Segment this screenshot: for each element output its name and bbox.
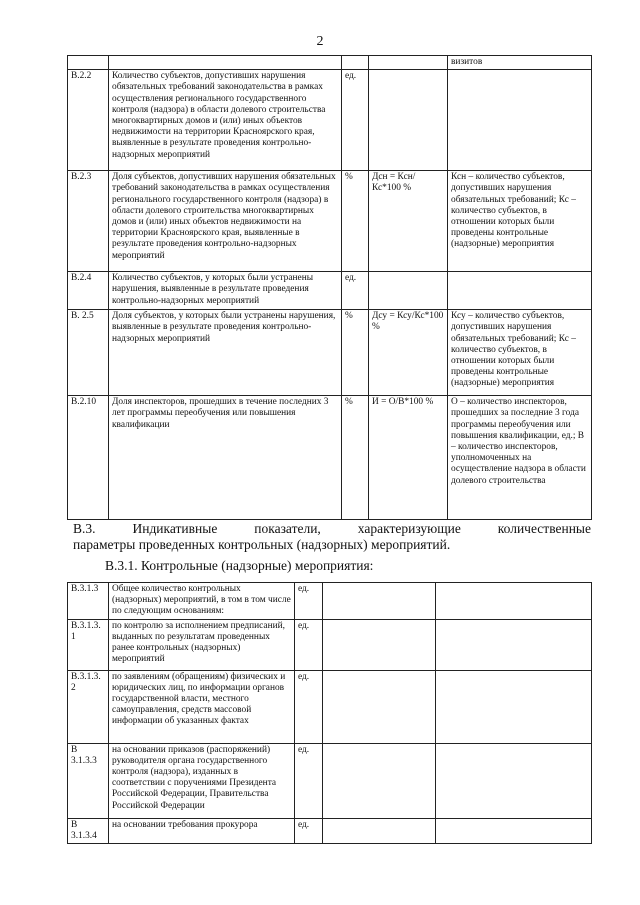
row-code: В 3.1.3.3 <box>68 743 109 818</box>
table-row <box>68 583 592 620</box>
row-unit: ед. <box>295 619 323 670</box>
row-unit: ед. <box>342 272 369 310</box>
row-name: по контролю за исполнением предписаний, выданных по результатам проведенных ранее контрольных (надзорных) мероприятий <box>109 619 295 670</box>
row-explanation: Ксн – количество субъектов, допустивших нарушения обязательных требований; Кс –количество субъектов, в отношении которых были проведены контрольные (надзорные) мероприятия <box>448 171 592 272</box>
row-name: Количество субъектов, допустивших нарушения обязательных требований законодательства в рамках осуществления регионального государственного контроля (надзора) в области долевого строительства многоквартирных домов и (или) иных объектов недвижимости на территории Красноярского края, выявленные в результате проведения контрольно-надзорных мероприятий <box>109 70 342 171</box>
row-name: по заявлениям (обращениям) физических и юридических лиц, по информации органов государственной власти, местного самоуправления, средств массовой информации об указанных фактах <box>109 670 295 743</box>
row-unit: ед. <box>295 583 323 620</box>
row-code: В.3.1.3.2 <box>68 670 109 743</box>
row-formula: Дсн = Ксн/Кс*100 % <box>369 171 448 272</box>
table-row <box>68 818 592 843</box>
row-name: Количество субъектов, у которых были устранены нарушения, выявленные в результате проведения контрольно-надзорных мероприятий <box>109 272 342 310</box>
row-unit: ед. <box>295 743 323 818</box>
table-row <box>68 743 592 818</box>
row-code: В 3.1.3.4 <box>68 818 109 843</box>
table-row <box>68 56 592 70</box>
table-cell <box>323 743 436 818</box>
row-code: В.2.10 <box>68 396 109 520</box>
row-explanation <box>448 70 592 171</box>
row-explanation: О – количество инспекторов, прошедших за последние 3 года программы переобучения или повышения квалификации, ед.; В – количество инспекторов, уполномоченных на осуществление надзора в области долевого строительства <box>448 396 592 520</box>
table-row <box>68 310 592 396</box>
table-row <box>68 272 592 310</box>
row-unit: % <box>342 310 369 396</box>
row-formula <box>369 70 448 171</box>
row-code: В. 2.5 <box>68 310 109 396</box>
section-b3-heading-cont: параметры проведенных контрольных (надзорных) мероприятий. <box>73 537 451 552</box>
table-row <box>68 670 592 743</box>
table-cell <box>369 56 448 70</box>
row-formula: И = О/В*100 % <box>369 396 448 520</box>
section-b3-heading: В.3. Индикативные показатели, характеризующие количественные <box>73 521 591 536</box>
table-cell <box>436 619 592 670</box>
table-cell <box>436 670 592 743</box>
table-row <box>68 619 592 670</box>
section-b31-heading: В.3.1. Контрольные (надзорные) мероприятия: <box>105 558 374 573</box>
row-name: Общее количество контрольных (надзорных) мероприятий, в том в том числе по следующим основаниям: <box>109 583 295 620</box>
row-code: В.3.1.3 <box>68 583 109 620</box>
table-cell <box>323 619 436 670</box>
table-cell <box>436 818 592 843</box>
table-cell <box>323 818 436 843</box>
row-name: Доля субъектов, допустивших нарушения обязательных требований законодательства в рамках осуществления регионального государственного контроля (надзора) в области долевого строительства многоквартирных домов и (или) иных объектов недвижимости на территории Красноярского края, выявленные в результате проведения контрольно-надзорных мероприятий <box>109 171 342 272</box>
row-name: на основании требования прокурора <box>109 818 295 843</box>
table-cell <box>436 743 592 818</box>
table-cell <box>436 583 592 620</box>
row-formula <box>369 272 448 310</box>
row-unit: % <box>342 396 369 520</box>
row-unit: ед. <box>295 670 323 743</box>
indicators-table-b2 <box>67 55 592 520</box>
row-code: В.3.1.3.1 <box>68 619 109 670</box>
row-unit: % <box>342 171 369 272</box>
row-formula: Дсу = Ксу/Кс*100 % <box>369 310 448 396</box>
row-unit: ед. <box>342 70 369 171</box>
row-code: В.2.2 <box>68 70 109 171</box>
table-cell <box>68 56 109 70</box>
indicators-table-b31 <box>67 582 592 844</box>
row-explanation <box>448 272 592 310</box>
table-cell <box>323 583 436 620</box>
row-explanation: Ксу – количество субъектов, допустивших нарушения обязательных требований; Кс –количество субъектов, в отношении которых были проведены контрольные (надзорные) мероприятия <box>448 310 592 396</box>
table-row <box>68 70 592 171</box>
row-name: Доля субъектов, у которых были устранены нарушения, выявленные в результате проведения контрольно-надзорных мероприятий <box>109 310 342 396</box>
table-cell: визитов <box>448 56 592 70</box>
table-cell <box>323 670 436 743</box>
table-row <box>68 396 592 520</box>
row-name: Доля инспекторов, прошедших в течение последних 3 лет программы переобучения или повышения квалификации <box>109 396 342 520</box>
table-row <box>68 171 592 272</box>
table-cell <box>109 56 342 70</box>
row-name: на основании приказов (распоряжений) руководителя органа государственного контроля (надзора), изданных в соответствии с поручениями Президента Российской Федерации, Правительства Российской Федерации <box>109 743 295 818</box>
page-number: 2 <box>316 34 324 49</box>
row-unit: ед. <box>295 818 323 843</box>
row-code: В.2.4 <box>68 272 109 310</box>
table-cell <box>342 56 369 70</box>
row-code: В.2.3 <box>68 171 109 272</box>
